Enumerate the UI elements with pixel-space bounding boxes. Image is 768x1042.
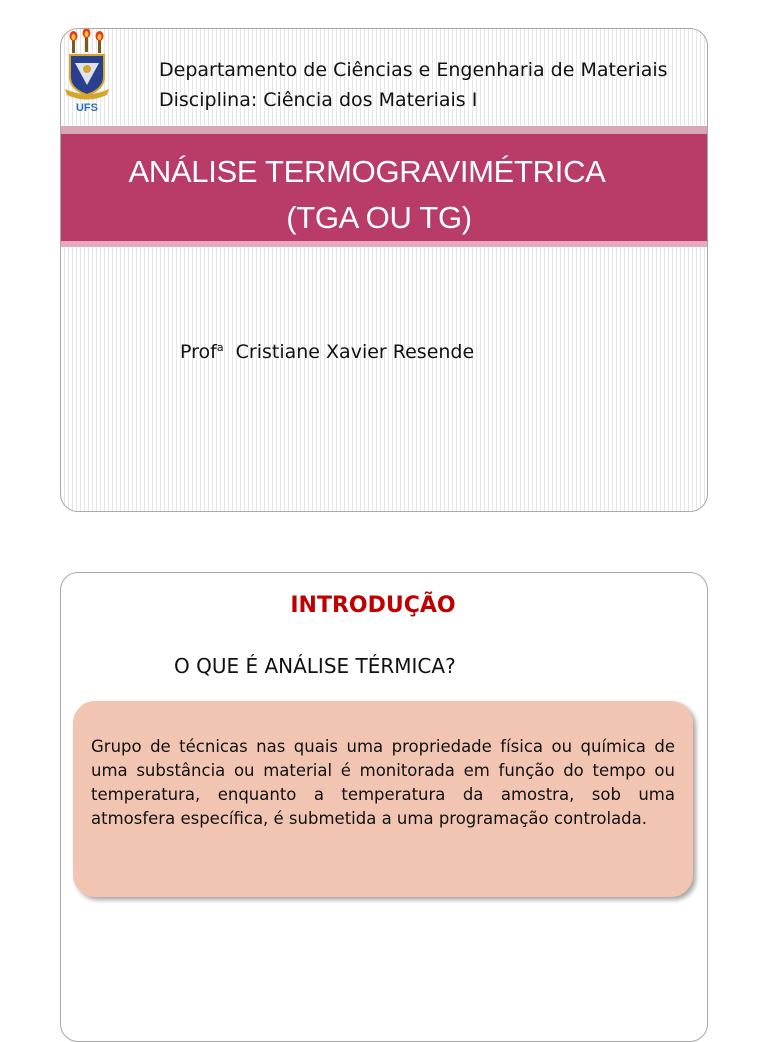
slide-title-line2: (TGA OU TG)	[286, 200, 472, 235]
professor-credit	[180, 341, 474, 363]
definition-box	[73, 701, 693, 897]
title-band-top-stripe	[61, 126, 707, 134]
professor-superscript: a	[216, 341, 224, 354]
slide-title-line1: ANÁLISE TERMOGRAVIMÉTRICA	[128, 154, 606, 189]
intro-heading: INTRODUÇÃO	[290, 593, 456, 618]
ufs-logo-text: UFS	[76, 102, 98, 113]
intro-slide	[60, 572, 708, 1042]
professor-name: Cristiane Xavier Resende	[235, 341, 475, 363]
definition-text: Grupo de técnicas nas quais uma propriedade física ou química de uma substância ou material é monitorada em função do tempo ou temperatura, enquanto a temperatura da amostra, sob uma atmosfera específica, é submetida a uma programação controlada.	[91, 737, 675, 828]
title-slide	[60, 28, 708, 512]
discipline-name: Disciplina: Ciência dos Materiais I	[159, 89, 478, 111]
department-name: Departamento de Ciências e Engenharia de Materiais	[159, 59, 668, 81]
ufs-logo	[63, 29, 111, 113]
title-band-bottom-stripe	[61, 241, 707, 247]
professor-prefix: Prof	[180, 341, 217, 363]
intro-question: O QUE É ANÁLISE TÉRMICA?	[174, 654, 456, 678]
